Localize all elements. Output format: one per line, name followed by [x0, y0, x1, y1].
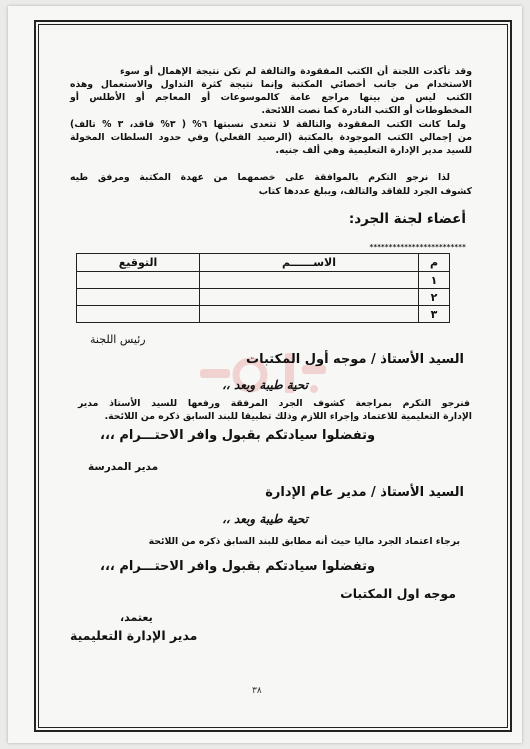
letter2-recipient: السيد الأستاذ / مدير عام الإدارة: [265, 485, 464, 500]
member-name-cell: [200, 306, 419, 323]
letter1-body-line: الإدارة التعليمية للاعتماد وإجراء اللازم وذلك تطبيقا للبند السابق ذكره من اللائحة.: [104, 411, 472, 422]
member-signature-cell: [77, 306, 200, 323]
approval-signer: مدير الإدارة التعليمية: [70, 628, 198, 643]
member-name-cell: [200, 289, 419, 306]
row-number: ٢: [419, 289, 450, 306]
letter2-greeting: تحية طيبة وبعد ،،: [222, 512, 308, 526]
paragraph-line: ولما كانت الكتب المفقودة والتالفة لا تتعدى نسبتها ٦% ( ٣% فاقد، ٣ % تالف): [70, 119, 466, 130]
letter1-greeting: تحية طيبة وبعد ،،: [222, 378, 308, 392]
committee-table: [76, 253, 450, 323]
paragraph-line: لذا نرجو التكرم بالموافقة على خصمهما من عهدة المكتبة ومرفق طيه: [70, 172, 450, 183]
table-row: [77, 289, 450, 306]
letter2-signer: موجه اول المكتبات: [340, 586, 456, 601]
committee-heading: أعضاء لجنة الجرد:: [348, 211, 466, 227]
row-number: ٣: [419, 306, 450, 323]
letter1-recipient: السيد الأستاذ / موجه أول المكتبات: [246, 352, 464, 367]
column-header-signature: التوقيع: [77, 254, 200, 272]
table-header-row: [77, 254, 450, 272]
paragraph-line: المخطوطات أو الكتب النادرة كما نصت اللائحة.: [261, 105, 472, 116]
page-number: ٣٨: [252, 686, 262, 696]
letter1-signer: مدير المدرسة: [88, 461, 159, 473]
table-row: [77, 306, 450, 323]
letter2-closing: وتفضلوا سيادتكم بقبول وافر الاحتـــرام ،،،: [100, 559, 376, 574]
row-number: ١: [419, 272, 450, 289]
member-signature-cell: [77, 289, 200, 306]
paragraph-line: للسيد مدير الإدارة التعليمية وهي ألف جنيه.: [275, 145, 472, 156]
paragraph-line: الاستخدام من جانب أخصائي المكتبة وإنما نتيجة كثرة التداول والاستعمال وهذه: [70, 79, 472, 90]
letter1-closing: وتفضلوا سيادتكم بقبول وافر الاحتـــرام ،،،: [100, 428, 376, 443]
paragraph-line: الكتب ليس من بينها مراجع عامة كالموسوعات أو المعاجم أو الأطلس أو: [70, 92, 472, 103]
column-header-name: الاســــــم: [200, 254, 419, 272]
letter2-body: برجاء اعتماد الجرد ماليا حيث أنه مطابق للبند السابق ذكره من اللائحة: [148, 536, 460, 547]
paragraph-line: وقد تأكدت اللجنة أن الكتب المفقودة والتالفة لم تكن نتيجة الإهمال أو سوء: [120, 66, 472, 77]
letter1-body-line: فنرجو التكرم بمراجعة كشوف الجرد المرفقة ورفعها للسيد الأستاذ مدير: [78, 398, 470, 409]
paragraph-line: من إجمالي الكتب الموجودة بالمكتبة (الرصيد الفعلي) وفي حدود السلطات المخولة: [70, 132, 472, 143]
member-signature-cell: [77, 272, 200, 289]
stars-divider: *************************: [369, 243, 466, 251]
committee-chair-label: رئيس اللجنة: [90, 333, 146, 346]
member-name-cell: [200, 272, 419, 289]
approval-label: يعتمد،: [120, 611, 153, 624]
paragraph-line: كشوف الجرد للفاقد والتالف، ويبلغ عددها كتاب: [258, 186, 472, 197]
table-row: [77, 272, 450, 289]
column-header-num: م: [419, 254, 450, 272]
